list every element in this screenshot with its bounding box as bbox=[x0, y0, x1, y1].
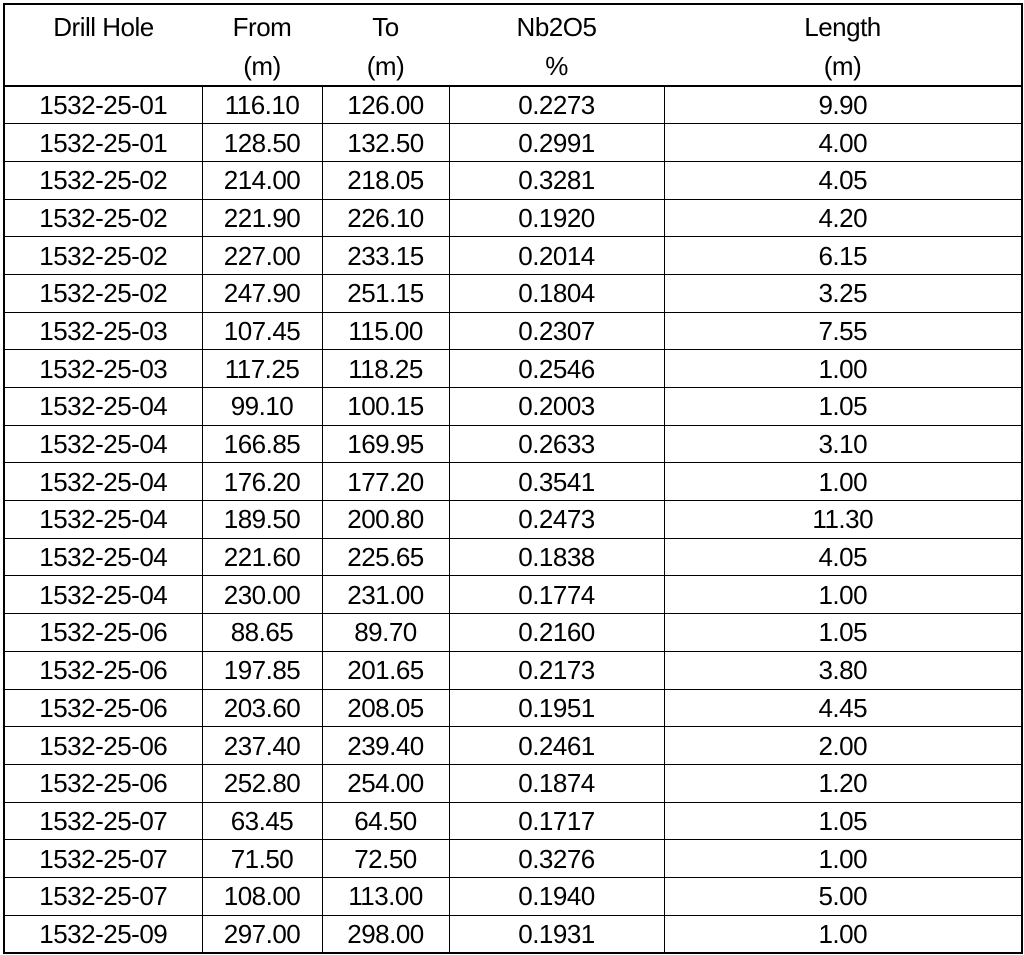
to-cell: 225.65 bbox=[322, 538, 449, 576]
to-cell: 208.05 bbox=[322, 689, 449, 727]
from-cell: 203.60 bbox=[202, 689, 322, 727]
table-row bbox=[4, 877, 1022, 915]
length-cell: 4.00 bbox=[664, 124, 1022, 162]
length-cell: 1.00 bbox=[664, 463, 1022, 501]
from-cell: 128.50 bbox=[202, 124, 322, 162]
drill-hole-cell: 1532-25-07 bbox=[4, 802, 202, 840]
drill-hole-cell: 1532-25-06 bbox=[4, 651, 202, 689]
table-row bbox=[4, 802, 1022, 840]
from-cell: 117.25 bbox=[202, 350, 322, 388]
header-row-units bbox=[4, 47, 1022, 86]
table-row bbox=[4, 576, 1022, 614]
drill-hole-cell: 1532-25-03 bbox=[4, 350, 202, 388]
grade-cell: 0.1774 bbox=[449, 576, 664, 614]
drill-hole-cell: 1532-25-04 bbox=[4, 501, 202, 539]
length-cell: 9.90 bbox=[664, 86, 1022, 124]
length-cell: 1.05 bbox=[664, 802, 1022, 840]
grade-cell: 0.1804 bbox=[449, 274, 664, 312]
drill-hole-cell: 1532-25-06 bbox=[4, 727, 202, 765]
table-row bbox=[4, 237, 1022, 275]
from-cell: 237.40 bbox=[202, 727, 322, 765]
drill-hole-cell: 1532-25-06 bbox=[4, 764, 202, 802]
header-length-unit: (m) bbox=[664, 47, 1022, 86]
from-cell: 297.00 bbox=[202, 915, 322, 953]
drill-hole-cell: 1532-25-09 bbox=[4, 915, 202, 953]
drill-hole-cell: 1532-25-04 bbox=[4, 538, 202, 576]
grade-cell: 0.1717 bbox=[449, 802, 664, 840]
length-cell: 2.00 bbox=[664, 727, 1022, 765]
length-cell: 3.80 bbox=[664, 651, 1022, 689]
length-cell: 1.20 bbox=[664, 764, 1022, 802]
grade-cell: 0.2633 bbox=[449, 425, 664, 463]
drill-hole-cell: 1532-25-04 bbox=[4, 576, 202, 614]
from-cell: 221.60 bbox=[202, 538, 322, 576]
to-cell: 118.25 bbox=[322, 350, 449, 388]
to-cell: 126.00 bbox=[322, 86, 449, 124]
length-cell: 1.00 bbox=[664, 915, 1022, 953]
table-row bbox=[4, 312, 1022, 350]
to-cell: 132.50 bbox=[322, 124, 449, 162]
length-cell: 4.20 bbox=[664, 199, 1022, 237]
header-to: To bbox=[322, 4, 449, 47]
length-cell: 1.00 bbox=[664, 350, 1022, 388]
drill-hole-cell: 1532-25-02 bbox=[4, 161, 202, 199]
table-row bbox=[4, 614, 1022, 652]
from-cell: 166.85 bbox=[202, 425, 322, 463]
grade-cell: 0.3276 bbox=[449, 840, 664, 878]
length-cell: 3.10 bbox=[664, 425, 1022, 463]
length-cell: 4.05 bbox=[664, 538, 1022, 576]
drill-hole-cell: 1532-25-03 bbox=[4, 312, 202, 350]
grade-cell: 0.1874 bbox=[449, 764, 664, 802]
grade-cell: 0.1920 bbox=[449, 199, 664, 237]
table-row bbox=[4, 463, 1022, 501]
drill-hole-cell: 1532-25-02 bbox=[4, 274, 202, 312]
grade-cell: 0.2991 bbox=[449, 124, 664, 162]
table-row bbox=[4, 689, 1022, 727]
grade-cell: 0.1838 bbox=[449, 538, 664, 576]
drill-hole-cell: 1532-25-01 bbox=[4, 86, 202, 124]
from-cell: 197.85 bbox=[202, 651, 322, 689]
header-drill-hole-unit bbox=[4, 47, 202, 86]
length-cell: 7.55 bbox=[664, 312, 1022, 350]
to-cell: 231.00 bbox=[322, 576, 449, 614]
table-row bbox=[4, 915, 1022, 953]
grade-cell: 0.2546 bbox=[449, 350, 664, 388]
grade-cell: 0.3541 bbox=[449, 463, 664, 501]
header-from-unit: (m) bbox=[202, 47, 322, 86]
to-cell: 64.50 bbox=[322, 802, 449, 840]
header-from: From bbox=[202, 4, 322, 47]
to-cell: 239.40 bbox=[322, 727, 449, 765]
to-cell: 201.65 bbox=[322, 651, 449, 689]
grade-cell: 0.2014 bbox=[449, 237, 664, 275]
from-cell: 230.00 bbox=[202, 576, 322, 614]
header-to-unit: (m) bbox=[322, 47, 449, 86]
length-cell: 3.25 bbox=[664, 274, 1022, 312]
header-grade-unit: % bbox=[449, 47, 664, 86]
drill-hole-cell: 1532-25-04 bbox=[4, 425, 202, 463]
length-cell: 1.05 bbox=[664, 388, 1022, 426]
table-row bbox=[4, 161, 1022, 199]
length-cell: 1.05 bbox=[664, 614, 1022, 652]
to-cell: 218.05 bbox=[322, 161, 449, 199]
to-cell: 72.50 bbox=[322, 840, 449, 878]
from-cell: 176.20 bbox=[202, 463, 322, 501]
from-cell: 71.50 bbox=[202, 840, 322, 878]
length-cell: 5.00 bbox=[664, 877, 1022, 915]
header-length: Length bbox=[664, 4, 1022, 47]
drill-hole-cell: 1532-25-04 bbox=[4, 463, 202, 501]
to-cell: 298.00 bbox=[322, 915, 449, 953]
length-cell: 11.30 bbox=[664, 501, 1022, 539]
table-row bbox=[4, 425, 1022, 463]
length-cell: 6.15 bbox=[664, 237, 1022, 275]
from-cell: 221.90 bbox=[202, 199, 322, 237]
drill-hole-cell: 1532-25-04 bbox=[4, 388, 202, 426]
from-cell: 247.90 bbox=[202, 274, 322, 312]
table-row bbox=[4, 86, 1022, 124]
from-cell: 214.00 bbox=[202, 161, 322, 199]
length-cell: 1.00 bbox=[664, 576, 1022, 614]
from-cell: 227.00 bbox=[202, 237, 322, 275]
table-row bbox=[4, 199, 1022, 237]
table-header bbox=[4, 4, 1022, 86]
grade-cell: 0.2473 bbox=[449, 501, 664, 539]
to-cell: 115.00 bbox=[322, 312, 449, 350]
to-cell: 100.15 bbox=[322, 388, 449, 426]
header-grade: Nb2O5 bbox=[449, 4, 664, 47]
grade-cell: 0.2003 bbox=[449, 388, 664, 426]
table-row bbox=[4, 764, 1022, 802]
to-cell: 254.00 bbox=[322, 764, 449, 802]
grade-cell: 0.1940 bbox=[449, 877, 664, 915]
to-cell: 113.00 bbox=[322, 877, 449, 915]
grade-cell: 0.1931 bbox=[449, 915, 664, 953]
to-cell: 89.70 bbox=[322, 614, 449, 652]
drill-hole-cell: 1532-25-02 bbox=[4, 237, 202, 275]
table-row bbox=[4, 840, 1022, 878]
table-row bbox=[4, 651, 1022, 689]
from-cell: 108.00 bbox=[202, 877, 322, 915]
table-row bbox=[4, 124, 1022, 162]
to-cell: 169.95 bbox=[322, 425, 449, 463]
to-cell: 177.20 bbox=[322, 463, 449, 501]
from-cell: 189.50 bbox=[202, 501, 322, 539]
from-cell: 116.10 bbox=[202, 86, 322, 124]
drill-hole-cell: 1532-25-02 bbox=[4, 199, 202, 237]
length-cell: 4.45 bbox=[664, 689, 1022, 727]
assay-results-table-frame bbox=[3, 3, 1021, 952]
drill-hole-cell: 1532-25-01 bbox=[4, 124, 202, 162]
drill-hole-cell: 1532-25-07 bbox=[4, 840, 202, 878]
grade-cell: 0.2461 bbox=[449, 727, 664, 765]
grade-cell: 0.1951 bbox=[449, 689, 664, 727]
to-cell: 200.80 bbox=[322, 501, 449, 539]
drill-hole-cell: 1532-25-06 bbox=[4, 614, 202, 652]
table-row bbox=[4, 274, 1022, 312]
table-row bbox=[4, 388, 1022, 426]
length-cell: 4.05 bbox=[664, 161, 1022, 199]
table-row bbox=[4, 727, 1022, 765]
from-cell: 88.65 bbox=[202, 614, 322, 652]
length-cell: 1.00 bbox=[664, 840, 1022, 878]
from-cell: 63.45 bbox=[202, 802, 322, 840]
from-cell: 99.10 bbox=[202, 388, 322, 426]
to-cell: 251.15 bbox=[322, 274, 449, 312]
from-cell: 107.45 bbox=[202, 312, 322, 350]
grade-cell: 0.3281 bbox=[449, 161, 664, 199]
table-row bbox=[4, 538, 1022, 576]
assay-results-table bbox=[3, 3, 1023, 954]
drill-hole-cell: 1532-25-06 bbox=[4, 689, 202, 727]
table-body bbox=[4, 86, 1022, 953]
grade-cell: 0.2307 bbox=[449, 312, 664, 350]
header-drill-hole: Drill Hole bbox=[4, 4, 202, 47]
grade-cell: 0.2273 bbox=[449, 86, 664, 124]
to-cell: 233.15 bbox=[322, 237, 449, 275]
drill-hole-cell: 1532-25-07 bbox=[4, 877, 202, 915]
to-cell: 226.10 bbox=[322, 199, 449, 237]
from-cell: 252.80 bbox=[202, 764, 322, 802]
header-row-labels bbox=[4, 4, 1022, 47]
table-row bbox=[4, 350, 1022, 388]
table-row bbox=[4, 501, 1022, 539]
grade-cell: 0.2173 bbox=[449, 651, 664, 689]
grade-cell: 0.2160 bbox=[449, 614, 664, 652]
